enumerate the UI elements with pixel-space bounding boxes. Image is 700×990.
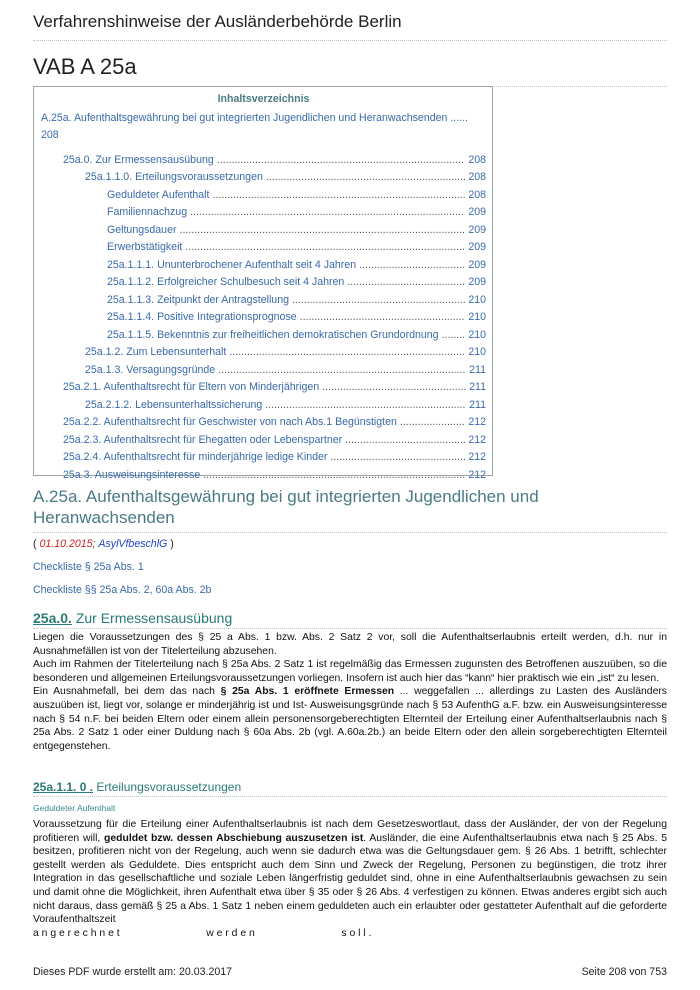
subsection-heading-ermessen — [33, 610, 667, 629]
toc-entry[interactable] — [41, 288, 486, 306]
toc-entry[interactable] — [41, 446, 486, 464]
toc-entry[interactable] — [41, 341, 486, 359]
e-start: Voraussetzung für die Erteilung einer Aufenthaltserlaubnis ist nach dem Gesetzeswortlaut, dass der Ausländer, der von der Regelung profitieren will, — [33, 819, 667, 844]
toc-leader-dots — [217, 154, 466, 166]
footer-page-number: Seite 208 von 753 — [581, 966, 667, 978]
page-title: VAB A 25a — [33, 54, 667, 87]
section-title: A.25a. Aufenthaltsgewährung bei gut integrierten Jugendlichen und Heranwachsenden — [33, 486, 667, 533]
erteilung-paragraph — [33, 818, 667, 940]
toc-leader-dots — [400, 416, 465, 428]
toc-leader-dots — [185, 241, 465, 253]
toc-entry[interactable] — [41, 411, 486, 429]
toc-entry-page: 211 — [469, 398, 486, 411]
toc-list — [41, 148, 486, 481]
paragraph-3 — [33, 685, 667, 753]
paragraph-2: Auch im Rahmen der Titelerteilung nach § 25a Abs. 2 Satz 1 ist regelmäßig das Ermessen zugunsten des Betroffenen auszuüben, so die besonderen und allgemeinen Erteilungsvoraussetzungen vorliegen. Insofern ist auch hier das “kann“ hier praktisch wie ein „ist“ zu lesen. — [33, 659, 667, 684]
toc-leader-dots — [218, 364, 466, 376]
page-header: Verfahrenshinweise der Ausländerbehörde Berlin — [33, 12, 667, 41]
subsection-title: Zur Ermessensausübung — [71, 610, 233, 626]
toc-entry[interactable] — [41, 358, 486, 376]
erteilung-last-line: a n g e r e c h n e t w e r d e n s o l l . — [33, 927, 372, 939]
toc-entry-page: 208 — [468, 171, 486, 183]
toc-entry-page: 211 — [469, 381, 486, 393]
subsection-number-2[interactable]: 25a.1.1. 0 . — [33, 780, 94, 794]
date-line — [33, 537, 667, 551]
date-value: 01.10.2015; — [39, 538, 96, 550]
toc-entry-page: 209 — [468, 206, 486, 218]
toc-entry-label: 25a.1.1.3. Zeitpunkt der Antragstellung — [107, 293, 289, 306]
toc-leader-dots — [180, 224, 466, 236]
toc-entry-page: 210 — [468, 311, 486, 323]
e-bold: geduldet bzw. dessen Abschiebung auszusetzen ist — [104, 832, 364, 844]
toc-leader-dots — [300, 311, 466, 323]
toc-entry-label: Familiennachzug — [107, 206, 188, 218]
toc-entry[interactable] — [41, 183, 486, 201]
checklist-link-2[interactable]: Checkliste §§ 25a Abs. 2, 60a Abs. 2b — [33, 584, 212, 596]
checklist-link-1[interactable]: Checkliste § 25a Abs. 1 — [33, 561, 144, 573]
toc-entry-label: 25a.1.1.5. Bekenntnis zur freiheitlichen demokratischen Grundordnung — [107, 328, 439, 341]
toc-leader-dots — [203, 469, 465, 481]
toc-entry-label: Geltungsdauer — [107, 223, 177, 236]
footer-created-date: Dieses PDF wurde erstellt am: 20.03.2017 — [33, 966, 233, 978]
toc-entry-main[interactable] — [41, 110, 486, 144]
toc-entry[interactable] — [41, 271, 486, 289]
toc-entry-page: 211 — [469, 363, 486, 376]
toc-entry-page: 210 — [468, 346, 486, 358]
toc-entry[interactable] — [41, 218, 486, 236]
toc-entry-label: 25a.1.1.4. Positive Integrationsprognose — [107, 311, 297, 323]
table-of-contents — [33, 86, 493, 481]
toc-entry-label: 25a.0. Zur Ermessensausübung — [63, 153, 214, 166]
law-reference[interactable]: AsylVfbeschlG — [98, 538, 168, 550]
toc-leader-dots — [190, 206, 465, 218]
toc-leader-dots — [322, 381, 466, 393]
toc-entry-page: 209 — [468, 276, 486, 288]
toc-entry-label: 25a.2.2. Aufenthaltsrecht für Geschwister von nach Abs.1 Begünstigten — [63, 416, 397, 428]
date-open: ( — [33, 538, 40, 550]
p3-bold: § 25a Abs. 1 eröffnete Ermessen — [220, 686, 395, 698]
toc-entry[interactable] — [41, 201, 486, 219]
toc-entry-main-page: 208 — [41, 129, 59, 141]
toc-entry-label: 25a.1.1.0. Erteilungsvoraussetzungen — [85, 171, 263, 183]
toc-entry-page: 212 — [468, 416, 486, 428]
toc-leader-dots — [265, 399, 466, 411]
toc-entry[interactable] — [41, 166, 486, 184]
subsection-number[interactable]: 25a.0. — [33, 610, 72, 626]
toc-entry-label: 25a.2.3. Aufenthaltsrecht für Ehegatten oder Lebenspartner — [63, 433, 343, 446]
toc-entry-label: 25a.1.1.2. Erfolgreicher Schulbesuch seit 4 Jahren — [107, 276, 345, 288]
toc-entry-page: 209 — [468, 258, 486, 271]
toc-entry-page: 209 — [468, 241, 486, 253]
toc-leader-dots — [347, 276, 465, 288]
toc-entry[interactable] — [41, 393, 486, 411]
toc-entry-label: 25a.1.3. Versagungsgründe — [85, 363, 216, 376]
toc-leader-dots — [212, 189, 465, 201]
toc-entry-label: 25a.2.4. Aufenthaltsrecht für minderjährige ledige Kinder — [63, 451, 328, 463]
toc-entry[interactable] — [41, 376, 486, 394]
toc-entry[interactable] — [41, 428, 486, 446]
toc-entry[interactable] — [41, 323, 486, 341]
toc-leader-dots — [345, 434, 465, 446]
toc-entry-label: Geduldeter Aufenthalt — [107, 188, 210, 201]
toc-entry-page: 210 — [468, 328, 486, 341]
toc-heading: Inhaltsverzeichnis — [217, 93, 310, 105]
toc-entry-main-label: A.25a. Aufenthaltsgewährung bei gut integrierten Jugendlichen und Heranwachsenden ...... — [41, 112, 468, 124]
toc-entry-label: 25a.3. Ausweisungsinteresse — [63, 468, 201, 481]
toc-entry-label: Erwerbstätigkeit — [107, 241, 183, 253]
toc-entry-page: 208 — [468, 188, 486, 201]
toc-leader-dots — [442, 329, 466, 341]
toc-entry[interactable] — [41, 148, 486, 166]
e-end: . Ausländer, die eine Aufenthaltserlaubnis etwa nach § 25 Abs. 5 besitzen, profitieren nicht von der Regelung, auch wenn sie dadurch etwa was die Geltungsdauer gem. § 26 Abs. 1 betrifft, schlechter gestellt werden als Geduldete. Dies entspricht auch dem Sinn und Zweck der Regelung, Personen zu begünstigen, die trotz ihrer Integration in das gesellschaftliche und soziale Leben längerfristig geduldet sind, ohne in eine Aufenthaltserlaubnis gewachsen zu sein und damit ohne die Möglichkeit, ihren Aufenthalt etwa über § 35 oder § 26 Abs. 4 verfestigen zu können. Etwas anderes ergibt sich auch nicht daraus, dass gemäß § 25 a Abs. 1 Satz 1 neben einem geduldeten auch ein erlaubter oder gestatteter Aufenthalt auf die geforderte Voraufenthaltszeit — [33, 832, 668, 926]
toc-entry-page: 212 — [468, 468, 486, 481]
p3-end: ... weggefallen ... allerdings zu Lasten des Ausländers auszuüben ist, liegt vor, solange er minderjährig ist und Ist- Ausweisungsgründe nach § 53 AufenthG a.F. bzw. ein Ausweisungsinteresse nach § 54 n.F. bei beiden Eltern oder einem allein personensorgeberechtigten Elternteil der Erteilung einer Aufenthaltserlaubnis nach § 25a Abs. 2 Satz 1 oder einer Duldung nach § 60a Abs. 2b (vgl. A.60a.2b.) an beide Eltern oder den allein sorgeberechtigten Elternteil entgegenstehen. — [33, 686, 667, 752]
toc-entry[interactable] — [41, 306, 486, 324]
subsection-title-2: Erteilungsvoraussetzungen — [93, 780, 242, 794]
toc-entry-label: 25a.1.1.1. Ununterbrochener Aufenthalt seit 4 Jahren — [107, 258, 357, 271]
toc-entry-label: 25a.2.1.2. Lebensunterhaltssicherung — [85, 398, 263, 411]
toc-entry[interactable] — [41, 253, 486, 271]
toc-entry-page: 212 — [468, 451, 486, 463]
erteilung-text — [33, 818, 667, 927]
date-close: ) — [167, 538, 174, 550]
ermessen-paragraph — [33, 631, 667, 753]
toc-leader-dots — [229, 346, 465, 358]
toc-entry-label: 25a.1.2. Zum Lebensunterhalt — [85, 346, 227, 358]
subsection-heading-erteilung — [33, 780, 667, 797]
geduldeter-aufenthalt-label: Geduldeter Aufenthalt — [33, 803, 116, 813]
toc-entry[interactable] — [41, 463, 486, 481]
paragraph-1: Liegen die Voraussetzungen des § 25 a Abs. 1 bzw. Abs. 2 Satz 2 vor, soll die Aufenthaltserlaubnis erteilt werden, d.h. nur in Ausnahmefällen ist von der Titelerteilung abzusehen. — [33, 632, 667, 657]
toc-entry-page: 208 — [468, 153, 486, 166]
toc-entry-page: 210 — [468, 293, 486, 306]
toc-entry-page: 209 — [468, 223, 486, 236]
toc-entry[interactable] — [41, 236, 486, 254]
toc-leader-dots — [266, 171, 465, 183]
toc-leader-dots — [292, 294, 465, 306]
toc-entry-page: 212 — [468, 433, 486, 446]
p3-start: Ein Ausnahmefall, bei dem das nach — [33, 686, 221, 698]
toc-leader-dots — [330, 451, 465, 463]
toc-entry-label: 25a.2.1. Aufenthaltsrecht für Eltern von Minderjährigen — [63, 381, 320, 393]
toc-leader-dots — [359, 259, 465, 271]
